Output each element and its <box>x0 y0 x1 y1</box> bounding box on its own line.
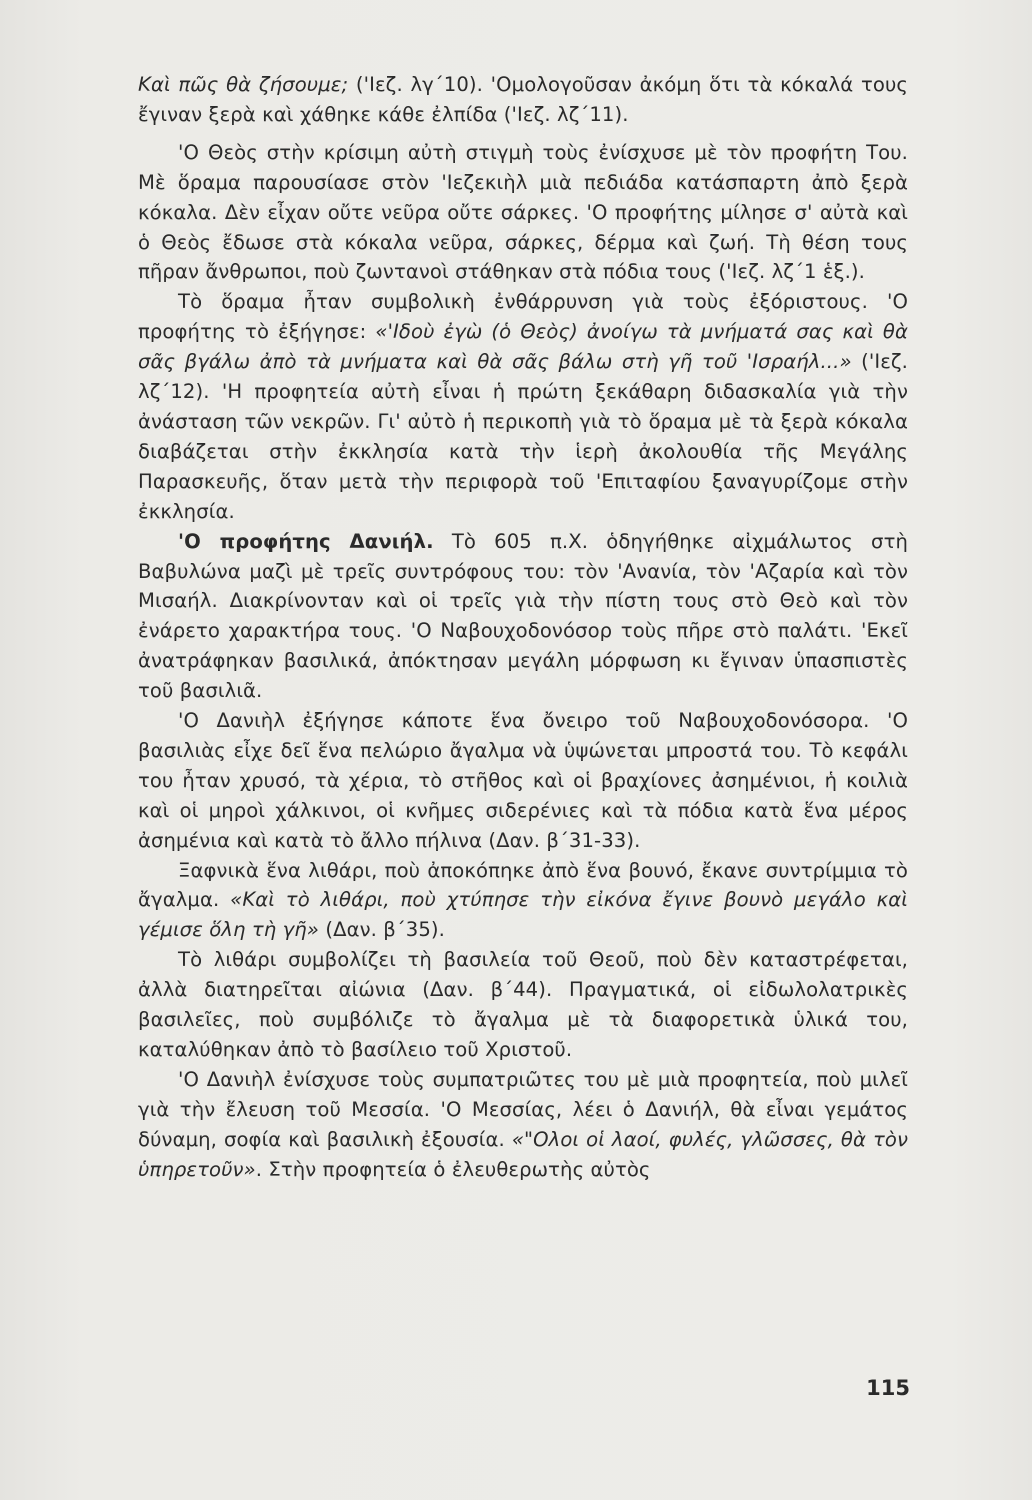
quotation: «Καὶ τὸ λιθάρι, ποὺ χτύπησε τὴν εἰκόνα ἔγινε βουνὸ μεγάλο καὶ γέμισε ὅλη τὴ γῆ» <box>138 888 908 942</box>
text-run: 'Ο Δανιὴλ ἐξήγησε κάποτε ἕνα ὄνειρο τοῦ Ναβουχοδονόσορα. 'Ο βασιλιὰς εἶχε δεῖ ἕνα πελώριο ἄγαλμα νὰ ὑψώνεται μπροστά του. Τὸ κεφάλι του ἦταν χρυσό, τὰ χέρια, τὸ στῆθος καὶ οἱ βραχίονες ἀσημένιοι, ἡ κοιλιὰ καὶ οἱ μηροὶ χάλκινοι, οἱ κνῆμες σιδερένιες καὶ τὰ πόδια κατὰ ἕνα μέρος ἀσημένια καὶ κατὰ τὸ ἄλλο πήλινα (Δαν. β΄31-33). <box>138 709 908 852</box>
paragraph-p2 <box>138 138 908 288</box>
text-run: Τὸ ὅραμα ἦταν συμβολικὴ ἐνθάρρυνση γιὰ τοὺς ἐξόριστους. 'Ο προφήτης τὸ ἐξήγησε: <box>138 290 908 344</box>
body-text <box>138 70 908 1185</box>
paragraph-p1 <box>138 70 908 130</box>
paragraph-p3 <box>138 287 908 526</box>
quotation: «'Ιδοὺ ἐγὼ (ὁ Θεὸς) ἀνοίγω τὰ μνήματά σας καὶ θὰ σᾶς βγάλω ἀπὸ τὰ μνήματα καὶ θὰ σᾶς βάλω στὴ γῆ τοῦ 'Ισραήλ...» <box>138 320 908 374</box>
text-run: . Στὴν προφητεία ὁ ἐλευθερωτὴς αὐτὸς <box>255 1157 651 1181</box>
text-run: (Δαν. β΄35). <box>319 918 445 942</box>
paragraph-p6 <box>138 856 908 946</box>
quotation: Καὶ πῶς θὰ ζήσουμε; <box>138 73 349 96</box>
paragraph-p4 <box>138 527 908 706</box>
text-run: Τὸ 605 π.Χ. ὁδηγήθηκε αἰχμάλωτος στὴ Βαβυλώνα μαζὶ μὲ τρεῖς συντρόφους του: τὸν 'Ανανία, τὸν 'Αζαρία καὶ τὸν Μισαήλ. Διακρίνονταν καὶ οἱ τρεῖς γιὰ τὴν πίστη τους στὸ Θεὸ καὶ τὸν ἐνάρετο χαρακτήρα τους. 'Ο Ναβουχοδονόσορ τοὺς πῆρε στὸ παλάτι. 'Εκεῖ ἀνατράφηκαν βασιλικά, ἀπόκτησαν μεγάλη μόρφωση κι ἔγιναν ὑπασπιστὲς τοῦ βασιλιᾶ. <box>138 529 908 703</box>
text-run: 'Ο Θεὸς στὴν κρίσιμη αὐτὴ στιγμὴ τοὺς ἐνίσχυσε μὲ τὸν προφήτη Του. Μὲ ὅραμα παρουσίασε στὸν 'Ιεζεκιὴλ μιὰ πεδιάδα κατάσπαρτη ἀπὸ ξερὰ κόκαλα. Δὲν εἶχαν οὔτε νεῦρα οὔτε σάρκες. 'Ο προφήτης μίλησε σ' αὐτὰ καὶ ὁ Θεὸς ἔδωσε στὰ κόκαλα νεῦρα, σάρκες, δέρμα καὶ ζωή. Τὴ θέση τους πῆραν ἄνθρωποι, ποὺ ζωντανοὶ στάθηκαν στὰ πόδια τους ('Ιεζ. λζ΄1 ἑξ.). <box>138 140 908 284</box>
text-run: Τὸ λιθάρι συμβολίζει τὴ βασιλεία τοῦ Θεοῦ, ποὺ δὲν καταστρέφεται, ἀλλὰ διατηρεῖται αἰώνια (Δαν. β΄44). Πραγματικά, οἱ εἰδωλολατρικὲς βασιλεῖες, ποὺ συμβόλιζε τὸ ἄγαλμα μὲ τὰ διαφορετικὰ ὑλικά του, καταλύθηκαν ἀπὸ τὸ βασίλειο τοῦ Χριστοῦ. <box>138 948 908 1061</box>
page-number: 115 <box>866 1376 910 1400</box>
text-run: ('Ιεζ. λζ΄12). 'Η προφητεία αὐτὴ εἶναι ἡ πρώτη ξεκάθαρη διδασκαλία γιὰ τὴν ἀνάσταση τῶν νεκρῶν. Γι' αὐτὸ ἡ περικοπὴ γιὰ τὸ ὅραμα μὲ τὰ ξερὰ κόκαλα διαβάζεται στὴν ἐκκλησία κατὰ τὴν ἱερὴ ἀκολουθία τῆς Μεγάλης Παρασκευῆς, ὅταν μετὰ τὴν περιφορὰ τοῦ 'Επιταφίου ξαναγυρίζομε στὴν ἐκκλησία. <box>138 350 908 523</box>
text-run: ('Ιεζ. λγ΄10). 'Ομολογοῦσαν ἀκόμη ὅτι τὰ κόκαλά τους ἔγιναν ξερὰ καὶ χάθηκε κάθε ἐλπίδα ('Ιεζ. λζ΄11). <box>138 73 908 126</box>
quotation: «"Ολοι οἱ λαοί, φυλές, γλῶσσες, θὰ τὸν ὑπηρετοῦν» <box>138 1127 908 1181</box>
paragraph-p8 <box>138 1065 908 1185</box>
section-heading: 'Ο προφήτης Δανιήλ. <box>178 529 434 553</box>
paragraph-p7 <box>138 945 908 1065</box>
text-run: 'Ο Δανιὴλ ἐνίσχυσε τοὺς συμπατριῶτες του μὲ μιὰ προφητεία, ποὺ μιλεῖ γιὰ τὴν ἔλευση τοῦ Μεσσία. 'Ο Μεσσίας, λέει ὁ Δανιήλ, θὰ εἶναι γεμάτος δύναμη, σοφία καὶ βασιλικὴ ἐξουσία. <box>138 1067 908 1151</box>
paragraph-p5 <box>138 706 908 856</box>
text-run: Ξαφνικὰ ἕνα λιθάρι, ποὺ ἀποκόπηκε ἀπὸ ἕνα βουνό, ἔκανε συντρίμμια τὸ ἄγαλμα. <box>138 858 908 912</box>
